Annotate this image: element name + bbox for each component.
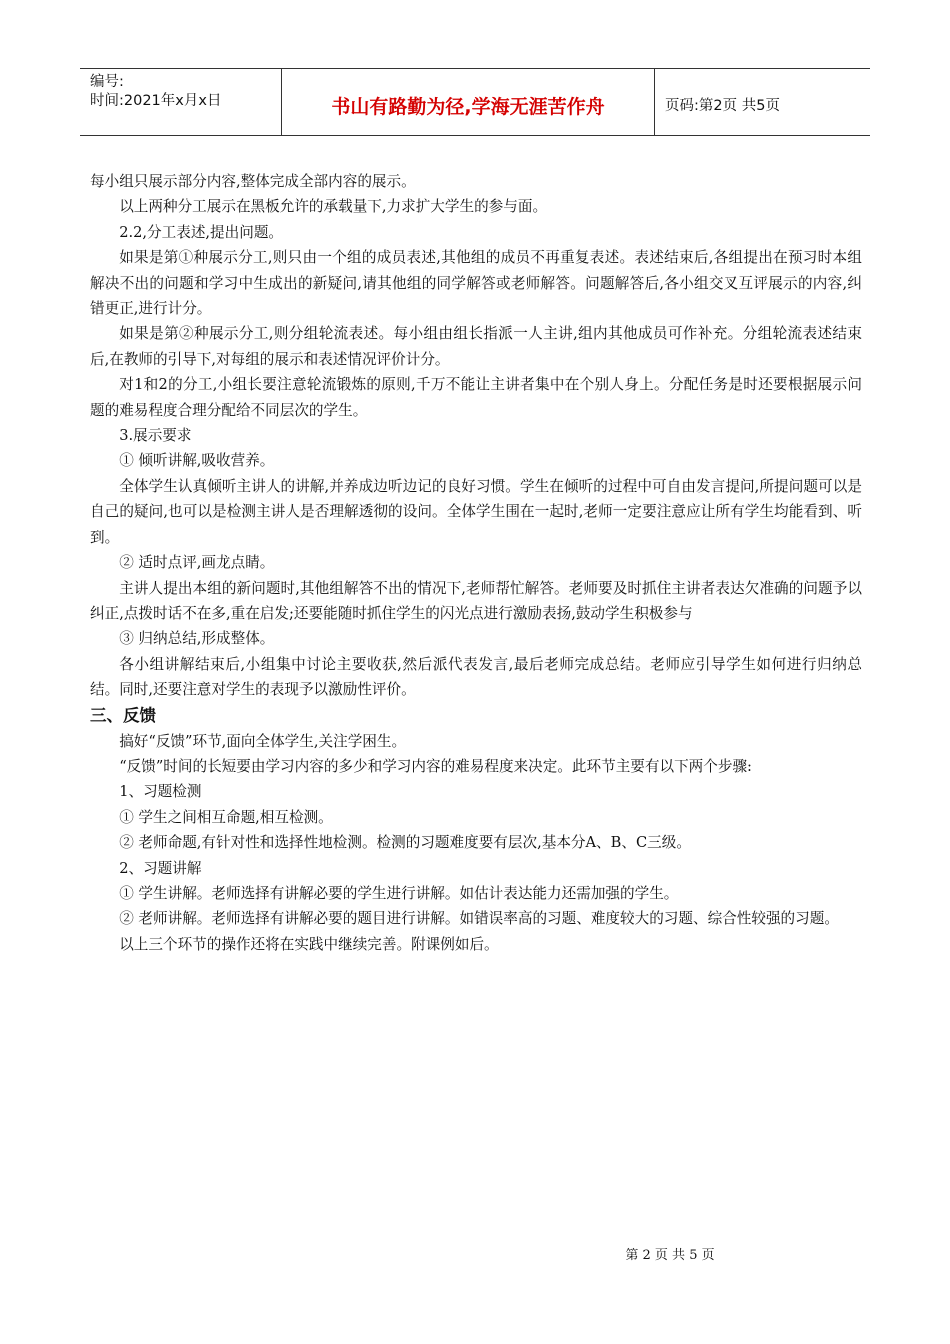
body-paragraph: 2、习题讲解	[119, 859, 202, 877]
body-paragraph: 每小组只展示部分内容,整体完成全部内容的展示。	[90, 173, 416, 190]
document-number-label: 编号:	[90, 74, 124, 90]
body-paragraph: ① 学生讲解。老师选择有讲解必要的学生进行讲解。如估计表达能力还需加强的学生。	[119, 884, 679, 902]
page-footer: 第 2 页 共 5 页	[625, 1248, 715, 1263]
body-paragraph: “反馈”时间的长短要由学习内容的多少和学习内容的难易程度来决定。此环节主要有以下两个步骤:	[119, 757, 752, 775]
header-meta	[80, 69, 282, 135]
body-paragraph: 3.展示要求	[119, 427, 192, 445]
body-paragraph: ② 老师讲解。老师选择有讲解必要的题目进行讲解。如错误率高的习题、难度较大的习题、综合性较强的习题。	[119, 910, 839, 928]
page-header	[80, 68, 870, 136]
body-paragraph: 以上两种分工展示在黑板允许的承载量下,力求扩大学生的参与面。	[119, 198, 548, 216]
body-paragraph: ② 老师命题,有针对性和选择性地检测。检测的习题难度要有层次,基本分A、B、C三级。	[119, 834, 691, 852]
body-paragraph: 各小组讲解结束后,小组集中讨论主要收获,然后派代表发言,最后老师完成总结。老师应引导学生如何进行归纳总结。同时,还要注意对学生的表现予以激励性评价。	[90, 655, 862, 699]
header-page-number: 页码:第2页 共5页	[665, 97, 780, 114]
body-paragraph: ③ 归纳总结,形成整体。	[119, 630, 275, 648]
body-paragraph: 如果是第②种展示分工,则分组轮流表述。每小组由组长指派一人主讲,组内其他成员可作补充。分组轮流表述结束后,在教师的引导下,对每组的展示和表述情况评价计分。	[90, 325, 862, 368]
document-body	[90, 169, 862, 957]
body-paragraph: 全体学生认真倾听主讲人的讲解,并养成边听边记的良好习惯。学生在倾听的过程中可自由发言提问,所提问题可以是自己的疑问,也可以是检测主讲人是否理解透彻的设问。全体学生围在一起时,老师一定要注意应让所有学生均能看到、听到。	[90, 477, 862, 546]
body-paragraph: 如果是第①种展示分工,则只由一个组的成员表述,其他组的成员不再重复表述。表述结束后,各组提出在预习时本组解决不出的问题和学习中生成出的新疑问,请其他组的同学解答或老师解答。问题解答后,各小组交叉互评展示的内容,纠错更正,进行计分。	[90, 249, 862, 318]
body-paragraph: 对1和2的分工,小组长要注意轮流锻炼的原则,千万不能让主讲者集中在个别人身上。分配任务是时还要根据展示问题的难易程度合理分配给不同层次的学生。	[90, 376, 862, 419]
body-paragraph: 2.2,分工表述,提出问题。	[119, 223, 284, 241]
body-paragraph: ① 倾听讲解,吸收营养。	[119, 452, 275, 470]
body-paragraph: 搞好“反馈”环节,面向全体学生,关注学困生。	[119, 732, 407, 750]
header-motto: 书山有路勤为径,学海无涯苦作舟	[282, 69, 655, 135]
body-paragraph: 1、习题检测	[119, 783, 202, 801]
document-date-label: 时间:2021年x月x日	[90, 93, 222, 109]
body-paragraph: ② 适时点评,画龙点睛。	[119, 554, 275, 572]
body-paragraph: ① 学生之间相互命题,相互检测。	[119, 808, 333, 826]
section-heading: 三、反馈	[90, 705, 156, 725]
body-paragraph: 以上三个环节的操作还将在实践中继续完善。附课例如后。	[119, 935, 499, 953]
body-paragraph: 主讲人提出本组的新问题时,其他组解答不出的情况下,老师帮忙解答。老师要及时抓住主讲者表达欠准确的问题予以纠正,点拨时话不在多,重在启发;还要能随时抓住学生的闪光点进行激励表扬,鼓动学生积极参与	[90, 579, 862, 622]
